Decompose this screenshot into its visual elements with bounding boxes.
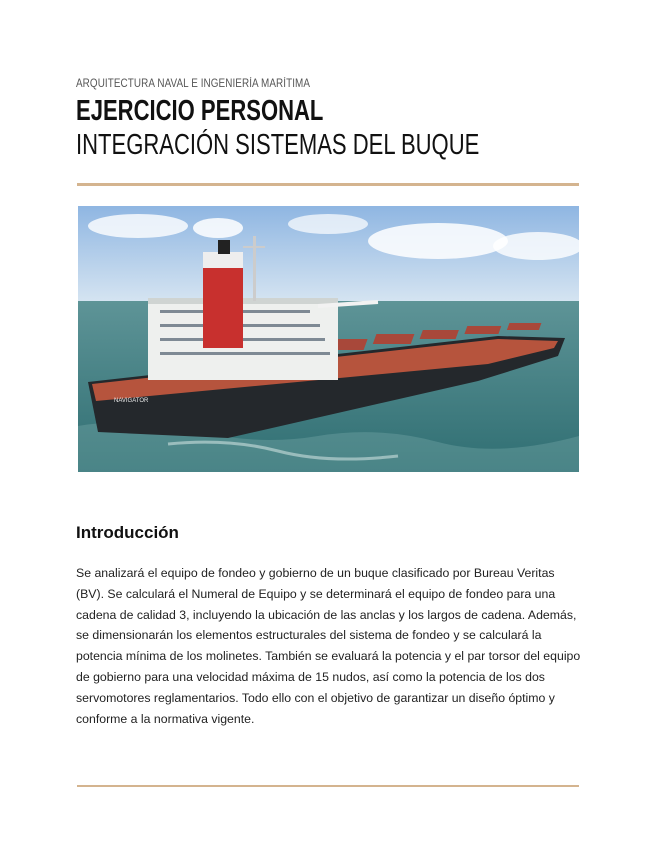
header-divider xyxy=(77,183,579,186)
document-header xyxy=(76,78,579,162)
section-heading: Introducción xyxy=(76,523,179,542)
footer-divider xyxy=(77,785,579,787)
page-subtitle: INTEGRACIÓN SISTEMAS DEL BUQUE xyxy=(76,129,480,161)
page-title: EJERCICIO PERSONAL xyxy=(76,95,324,127)
hull-name: NAVIGATOR xyxy=(114,398,149,404)
bulk-carrier-photo xyxy=(78,206,579,472)
supertitle: ARQUITECTURA NAVAL E INGENIERÍA MARÍTIMA xyxy=(76,78,311,90)
intro-paragraph: Se analizará el equipo de fondeo y gobierno de un buque clasificado por Bureau Veritas (BV). Se calculará el Numeral de Equipo y se determinará el equipo de fondeo para una cadena de calidad 3, incluyendo la ubicación de las anclas y los largos de cadena. Además, se dimensionarán los elementos estructurales del sistema de fondeo y se calculará la potencia mínima de los molinetes. También se evaluará la potencia y el par torsor del equipo de gobierno para una velocidad máxima de 15 nudos, así como la potencia de los dos servomotores reglamentarios. Todo ello con el objetivo de garantizar un diseño óptimo y conforme a la normativa vigente. xyxy=(76,566,581,726)
